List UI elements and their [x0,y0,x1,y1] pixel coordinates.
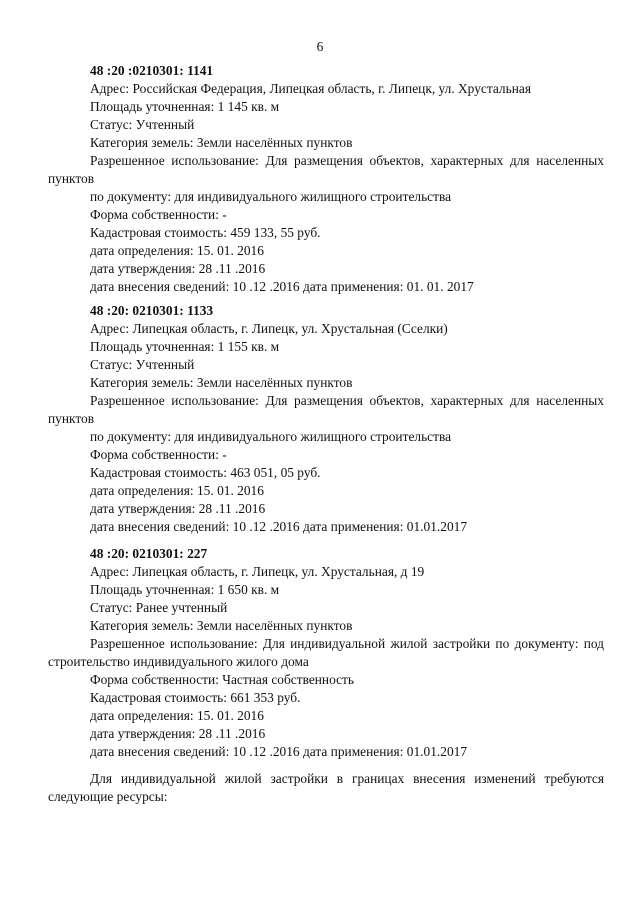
parcel-date-determined: дата определения: 15. 01. 2016 [90,483,264,498]
parcel-category: Категория земель: Земли населённых пунктов [90,618,353,633]
parcel-address: Адрес: Российская Федерация, Липецкая область, г. Липецк, ул. Хрустальная [90,81,531,96]
parcel-permitted-use: Разрешенное использование: Для размещения объектов, характерных для населенных пунктов [48,393,604,426]
parcel-permitted-use: Разрешенное использование: Для индивидуальной жилой застройки по документу: под строительство индивидуального жилого дома [48,636,604,669]
parcel-category: Категория земель: Земли населённых пунктов [90,375,353,390]
parcel-address: Адрес: Липецкая область, г. Липецк, ул. Хрустальная, д 19 [90,564,425,579]
parcel-date-entered: дата внесения сведений: 10 .12 .2016 дата применения: 01.01.2017 [90,519,468,534]
parcel-category: Категория земель: Земли населённых пунктов [90,135,353,150]
parcel-date-approved: дата утверждения: 28 .11 .2016 [90,726,266,741]
closing-block [48,770,604,806]
parcel-cadastral-value: Кадастровая стоимость: 459 133, 55 руб. [90,225,321,240]
parcel-ownership: Форма собственности: - [90,207,227,222]
closing-paragraph: Для индивидуальной жилой застройки в границах внесения изменений требуются следующие ресурсы: [48,771,604,804]
parcel-date-determined: дата определения: 15. 01. 2016 [90,708,264,723]
parcel-by-document: по документу: для индивидуального жилищного строительства [90,189,452,204]
parcel-date-entered: дата внесения сведений: 10 .12 .2016 дата применения: 01. 01. 2017 [90,279,474,294]
parcel-date-approved: дата утверждения: 28 .11 .2016 [90,501,266,516]
parcel-area: Площадь уточненная: 1 145 кв. м [90,99,280,114]
parcel-date-approved: дата утверждения: 28 .11 .2016 [90,261,266,276]
parcel-date-determined: дата определения: 15. 01. 2016 [90,243,264,258]
parcel-block-2 [48,302,604,536]
parcel-number: 48 :20: 0210301: 1133 [90,303,214,318]
page-number: 6 [316,39,324,54]
parcel-number: 48 :20: 0210301: 227 [90,546,208,561]
parcel-area: Площадь уточненная: 1 155 кв. м [90,339,280,354]
parcel-date-entered: дата внесения сведений: 10 .12 .2016 дата применения: 01.01.2017 [90,744,468,759]
parcel-cadastral-value: Кадастровая стоимость: 661 353 руб. [90,690,301,705]
parcel-by-document: по документу: для индивидуального жилищного строительства [90,429,452,444]
parcel-status: Статус: Учтенный [90,117,195,132]
parcel-area: Площадь уточненная: 1 650 кв. м [90,582,280,597]
parcel-number: 48 :20 :0210301: 1141 [90,63,214,78]
parcel-status: Статус: Ранее учтенный [90,600,228,615]
parcel-status: Статус: Учтенный [90,357,195,372]
parcel-cadastral-value: Кадастровая стоимость: 463 051, 05 руб. [90,465,321,480]
parcel-block-3 [48,545,604,761]
parcel-address: Адрес: Липецкая область, г. Липецк, ул. Хрустальная (Сселки) [90,321,448,336]
parcel-block-1 [48,62,604,296]
parcel-ownership: Форма собственности: - [90,447,227,462]
parcel-permitted-use: Разрешенное использование: Для размещения объектов, характерных для населенных пунктов [48,153,604,186]
parcel-ownership: Форма собственности: Частная собственность [90,672,355,687]
